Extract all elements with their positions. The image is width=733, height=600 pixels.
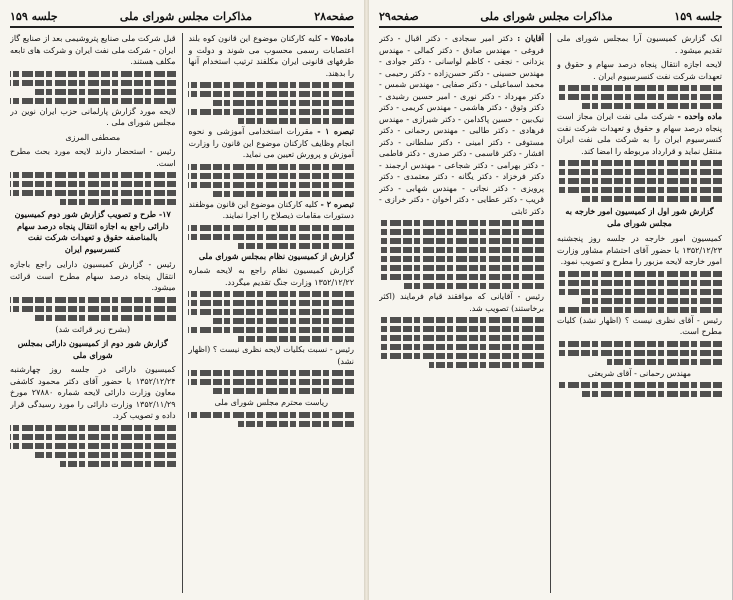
text-column-left [10,33,176,593]
report-intro: رئیس - گزارش کمیسیون دارایی راجع باجازه انتقال پنجاه درصد سهام مطرح است قرائت میشود. [10,260,176,292]
members-list: آقایان : دکتر امیر سجادی - دکتر اقبال - دکتر فروغی - مهندس صادق - دکتر کمالی - مهندس یزدانی - نجفی - کاظم لواسانی - دکتر جوادی - مهندس حسینی - دکتر حسن‌زاده - دکتر رحیمی - محمد اسماعیلی - دکتر صفایی - مهندس شمس - دکتر مهرداد - دکتر نوری - امیر حسین رشیدی - دکتر وثوق - دکتر هاشمی - مهندس کریمی - دکتر نیک‌بین - حسین پاکدامن - دکتر شیرازی - مهندس فرهادی - دکتر طالبی - مهندس رحمانی - دکتر مستوفی - دکتر امینی - دکتر سلطانی - دکتر افشار - دکتر قاسمی - دکتر صدری - دکتر فاطمی - دکتر بهرامی - دکتر شجاعی - مهندس ارجمند - دکتر فرخزاد - دکتر یگانه - دکتر معتمدی - دکتر پرویزی - دکتر نجاتی - مهندس شهابی - دکتر قریب - دکتر عطایی - دکتر اخوان - دکتر خرازی - دکتر ثابتی [379,33,545,216]
bold-section-heading: گزارش شور اول از کمیسیون امور خارجه به مجلس شورای ملی [565,206,714,228]
chair-remark: رئیس - استحضار دارند لایحه مورد بحث مطرح است. [10,147,176,168]
running-title: مذاکرات مجلس شورای ملی [119,10,253,23]
text-column-right [557,33,722,593]
committee-paragraph: کمیسیون امور خارجه در جلسه روز پنجشنبه ۱۳۵۲/۱۲/۲۳ با حضور آقای احتشام مشاور وزارت امور خارجه لایحه مزبور را مطرح و تصویب نمود. [556,234,722,266]
report-submission: ایک گزارش کمیسیون آرا بمجلس شورای ملی تقدیم میشود . [556,34,722,55]
session-label: جلسه ۱۵۹ [10,10,58,23]
text-columns [10,33,354,593]
column-divider [550,33,551,593]
session-label: جلسه ۱۵۹ [674,10,722,23]
closing-line: ریاست محترم مجلس شورای ملی [214,398,329,407]
page-header [379,10,722,28]
text-columns [379,33,722,593]
intro-paragraph: قبل شرکت ملی صنایع پتروشیمی بعد از صنایع گاز ایران - شرکت ملی نفت ایران و شرکت های تابعه مکلف هستند. [10,34,176,66]
signature-line: مهندس رحمانی - آقای شریعتی [587,368,691,378]
body-text-lines [188,82,354,124]
speaker-line: رئیس - نسبت بکلیات لایحه نظری نیست ؟ (اظهار نشد) [188,345,354,366]
note-1: تبصره ۱ - مقررات استخدامی آموزشی و نحوه انجام وظایف کارکنان موضوع این قانون را وزارت آموزش و پرورش تعیین می نماید. [188,126,354,159]
committee-paragraph: کمیسیون دارائی در جلسه روز چهارشنبه ۱۳۵۲/۱۲/۲۴ با حضور آقای دکتر محمود کاشفی معاون وزارت دارائی لایحه شماره ۲۷۸۸۰ مورخ ۱۳۵۲/۱۱/۲۹ وزارت دارائی را مورد رسیدگی قرار داده و تصویب کرد. [10,365,176,420]
right-page [0,0,364,600]
single-article: ماده واحده - شرکت ملی نفت ایران مجاز است پنجاه درصد سهام و حقوق و تعهدات شرکت نفت کنسرسیوم ایران را به شرکت ملی نفت ایران منتقل نماید و قرارداد مربوطه را امضا کند. [556,111,722,156]
page-header [10,10,354,28]
page-number: صفحه۲۸ [314,10,354,23]
note-2: تبصره ۲ - کلیه کارکنان موضوع این قانون موظفند دستورات مقامات ذیصلاح را اجرا نمایند. [188,198,354,220]
text-column-right [188,33,354,593]
report-body: گزارش کمیسیون نظام راجع به لایحه شماره ۱۳۵۲/۱۲/۲۲ وزارت جنگ تقدیم میگردد. [188,266,354,287]
left-page [369,0,733,600]
read-note: (بشرح زیر قرائت شد) [55,324,131,334]
speaker-name: مصطفی المرزی [65,132,121,142]
bill-title: لایحه اجازه انتقال پنجاه درصد سهام و حقوق و تعهدات شرکت نفت کنسرسیوم ایران . [556,60,722,81]
text-column-left [379,33,544,593]
party-paragraph: لایحه مورد گزارش پارلمانی حزب ایران نوین در مجلس شورای ملی . [10,106,176,127]
report-title: گزارش از کمیسیون نظام بمجلس شورای ملی [198,250,354,261]
column-divider [182,33,183,593]
running-title: مذاکرات مجلس شورای ملی [480,10,613,23]
speaker-line: رئیس - آقای نظری نیست ؟ (اظهار نشد) کلیات مطرح است. [556,315,722,336]
report-heading: گزارش شور دوم از کمیسیون دارائی بمجلس شورای ملی [17,338,168,360]
article-75: ماده۷۵ - کلیه کارکنان موضوع این قانون کوه بلند اعتصابات رسمی محسوب می شوند و دولت و طرفهای قانونی ایران مکلفند ترتیب استخدام آنها را بدهند. [188,33,354,78]
section-title: ۱۷- طرح و تصویب گزارش شور دوم کمیسیون دارائی راجع به اجازه انتقال پنجاه درصد سهام بالمناصفه حقوق و تعهدات شرکت نفت کنسرسیوم ایران [14,209,171,254]
vote-result: رئیس - آقایانی که موافقند قیام فرمایند (اکثر برخاستند) تصویب شد. [379,292,545,313]
page-number: صفحه۲۹ [379,10,419,23]
